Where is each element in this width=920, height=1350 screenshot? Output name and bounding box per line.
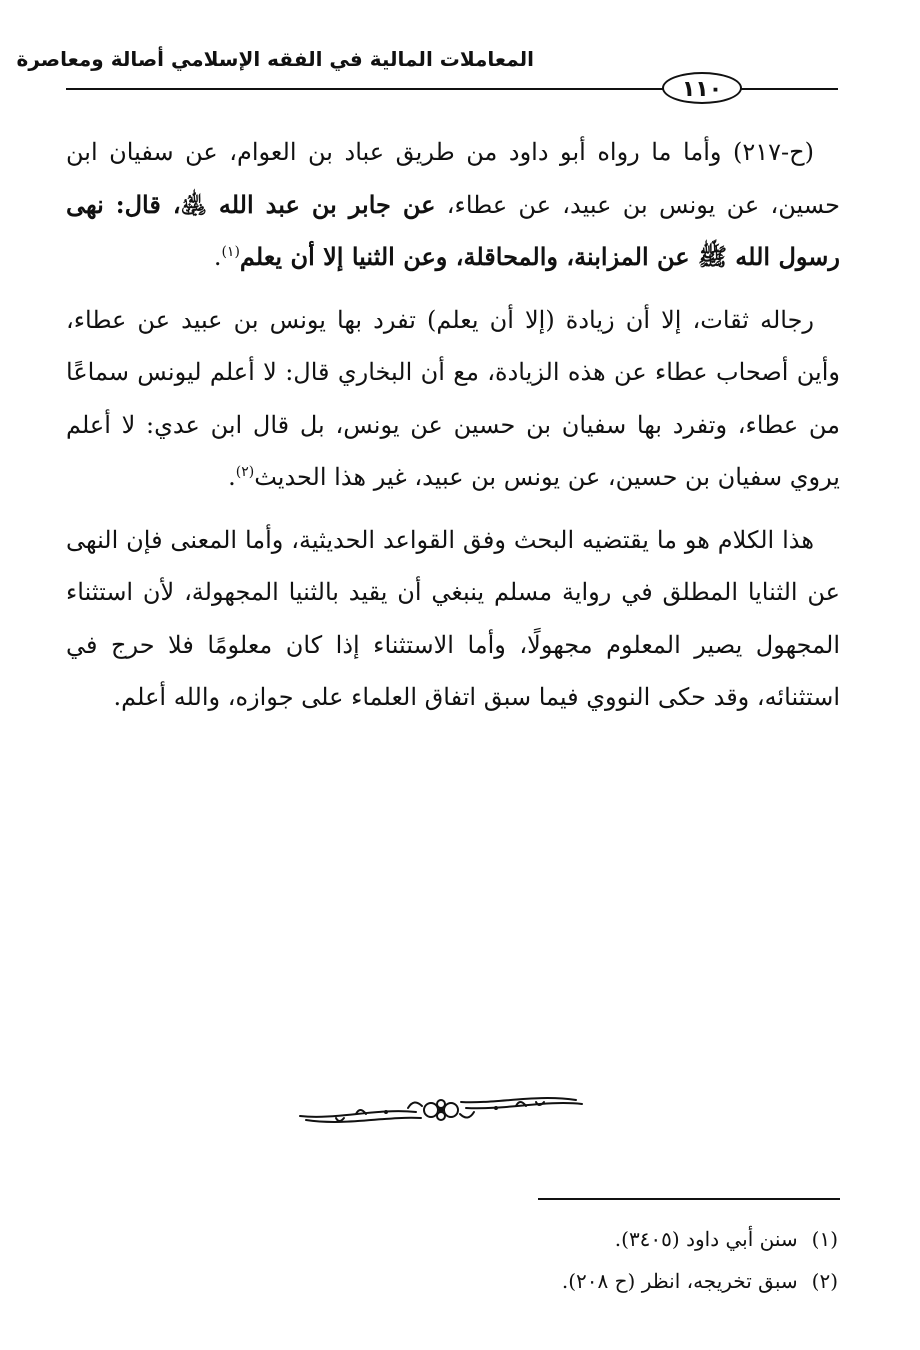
header-book-title: المعاملات المالية في الفقه الإسلامي أصالة ومعاصرة — [16, 47, 534, 71]
paragraph-hadith-end: . — [213, 243, 222, 271]
paragraph-conclusion: هذا الكلام هو ما يقتضيه البحث وفق القواعد الحديثية، وأما المعنى فإن النهى عن الثنايا المطلق في رواية مسلم ينبغي أن يقيد بالثنيا المجهولة، لأن استثناء المجهول يصير المعلوم مجهولًا، وأما الاستثناء إذا كان معلومًا فلا حرج في استثنائه، وقد حكى النووي فيما سبق اتفاق العلماء على جوازه، والله أعلم. — [66, 525, 840, 711]
paragraph-narrators — [66, 294, 840, 504]
footnote-text: سبق تخريجه، انظر (ح ٢٠٨). — [561, 1269, 798, 1293]
footnote-text: سنن أبي داود (٣٤٠٥). — [614, 1227, 798, 1251]
paragraph-hadith — [66, 126, 840, 284]
main-text — [66, 126, 840, 734]
footnote-ref-2[interactable]: (٢) — [235, 464, 255, 480]
paragraph-hadith-text-b: عن جابر بن عبد الله ﵁، قال: نهى رسول الله ﷺ عن المزابنة، والمحاقلة، وعن الثنيا إلا أن يعلم — [66, 189, 840, 271]
footnote-ref-1[interactable]: (١) — [221, 244, 240, 260]
footnote-number: (١) — [811, 1227, 838, 1251]
paragraph-hadith-text-a: (ح-٢١٧) وأما ما رواه أبو داود من طريق عباد بن العوام، عن سفيان ابن حسين، عن يونس بن عبيد، عن عطاء، — [66, 138, 841, 219]
footnotes — [420, 1218, 838, 1302]
paragraph-narrators-end: . — [228, 463, 236, 491]
footnote-number: (٢) — [811, 1269, 838, 1293]
footnote-1 — [420, 1218, 838, 1260]
footnote-2 — [420, 1260, 838, 1302]
floral-divider-ornament-icon — [296, 1090, 586, 1130]
paragraph-narrators-text: رجاله ثقات، إلا أن زيادة (إلا أن يعلم) تفرد بها يونس بن عبيد عن عطاء، وأين أصحاب عطاء عن هذه الزيادة، مع أن البخاري قال: لا أعلم ليونس سماعًا من عطاء، وتفرد بها سفيان بن حسين عن يونس، بل قال ابن عدي: لا أعلم يروي سفيان بن حسين، عن يونس بن عبيد، غير هذا الحديث — [66, 305, 840, 491]
page-number-badge: ١١٠ — [662, 72, 742, 104]
footnote-separator — [538, 1198, 840, 1200]
